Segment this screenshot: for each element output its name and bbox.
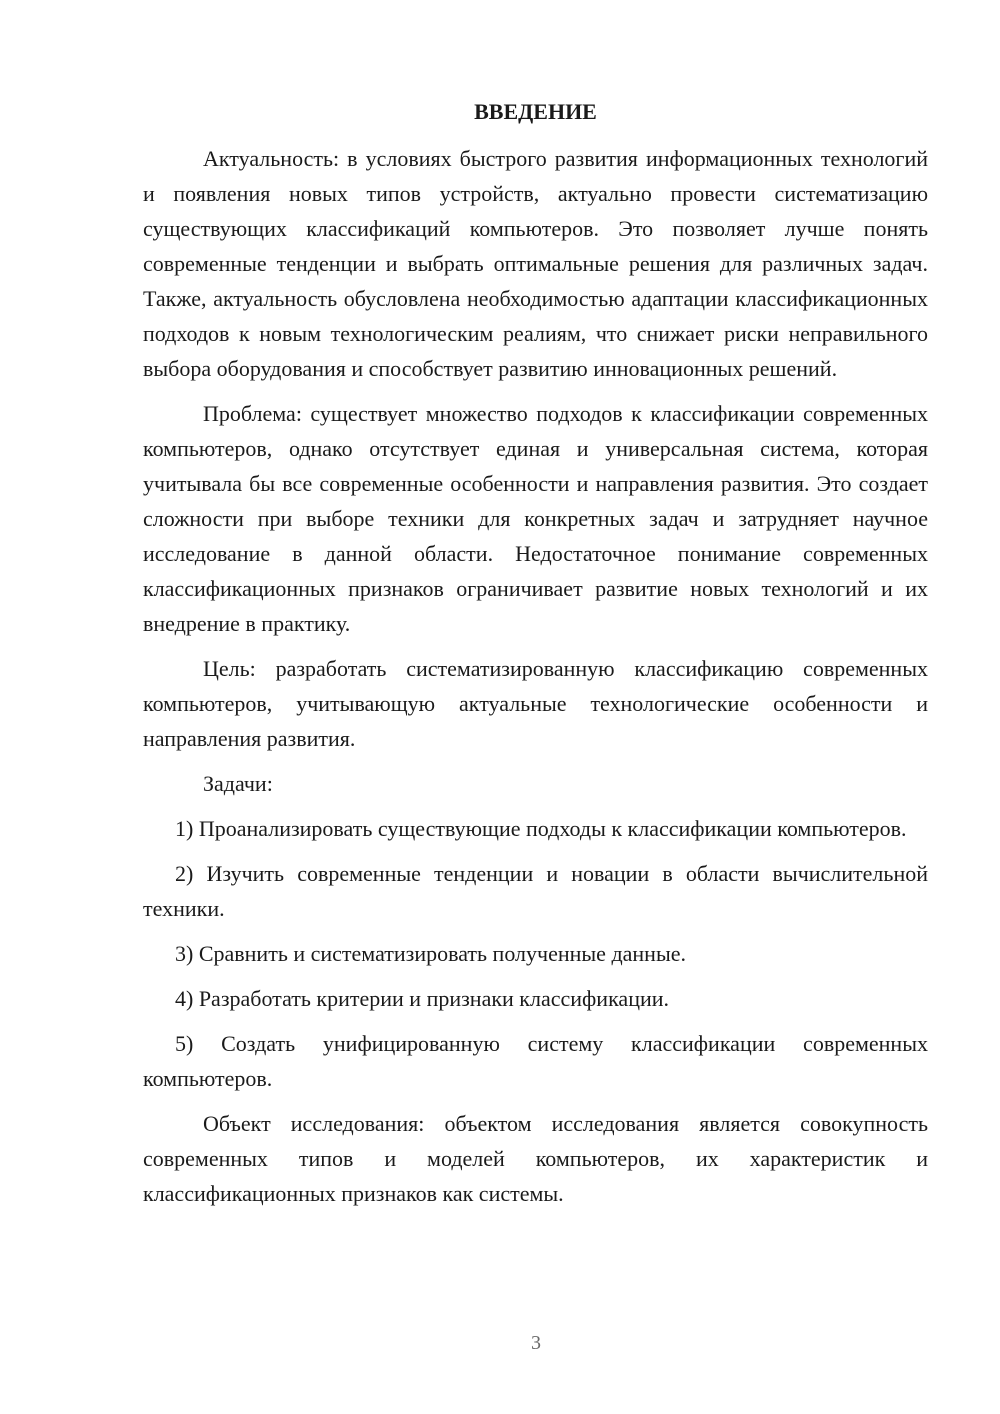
page-title: ВВЕДЕНИЕ [474,99,597,124]
task-item-1: 1) Проанализировать существующие подходы к классификации компьютеров. [175,816,907,841]
paragraph-object: Объект исследования: объектом исследования является совокупность современных типов и моделей компьютеров, их характеристик и классификационных признаков как системы. [143,1111,928,1206]
page-number: 3 [531,1332,541,1354]
paragraph-relevance: Актуальность: в условиях быстрого развития информационных технологий и появления новых типов устройств, актуально провести систематизацию существующих классификаций компьютеров. Это позволяет лучше понять современные тенденции и выбрать оптимальные решения для различных задач. Также, актуальность обусловлена необходимостью адаптации классификационных подходов к новым технологическим реалиям, что снижает риски неправильного выбора оборудования и способствует развитию инновационных решений. [143,146,928,381]
paragraph-problem: Проблема: существует множество подходов к классификации современных компьютеров, однако отсутствует единая и универсальная система, которая учитывала бы все современные особенности и направления развития. Это создает сложности при выборе техники для конкретных задач и затрудняет научное исследование в данной области. Недостаточное понимание современных классификационных признаков ограничивает развитие новых технологий и их внедрение в практику. [143,401,928,636]
task-item-2: 2) Изучить современные тенденции и новации в области вычислительной техники. [143,861,928,921]
task-item-3: 3) Сравнить и систематизировать полученные данные. [175,941,686,966]
tasks-heading: Задачи: [203,771,273,796]
page-content [143,94,928,1221]
paragraph-goal: Цель: разработать систематизированную классификацию современных компьютеров, учитывающую актуальные технологические особенности и направления развития. [143,656,928,751]
task-item-5: 5) Создать унифицированную систему классификации современных компьютеров. [143,1031,928,1091]
task-item-4: 4) Разработать критерии и признаки классификации. [175,986,670,1011]
